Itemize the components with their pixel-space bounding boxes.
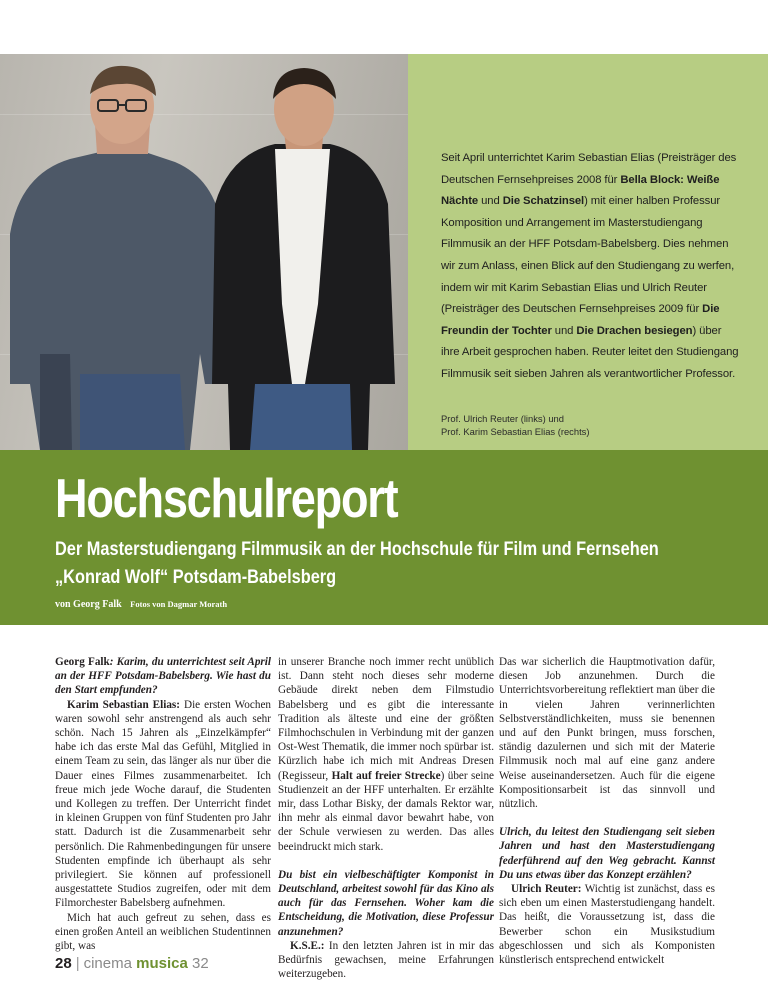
paragraph: in unserer Branche noch immer recht unüblich ist. Dann steht noch dieses sehr moderne Gebäude direkt neben dem Filmstudio Babelsberg und es gibt die interessante Tradition als älteste und eine der größten Filmhochschulen in Verbindung mit der ganzen Ost-West Thematik, die immer noch spürbar ist. Kürzlich habe ich mich mit Andreas Dresen (Regisseur, Halt auf freier Strecke) über seine Studienzeit an der HFF unterhalten. Er erzählte mir, dass Lothar Bisky, der damals Rektor war, ihn mehr als einmal davor bewahrt habe, von der Schule verwiesen zu werden. Das alles beeindruckt mich stark. [278,656,495,853]
interview-answer: Ulrich Reuter: Wichtig ist zunächst, dass es sich eben um einen Masterstudiengang handelt. Das heißt, die Voraussetzung ist, dass die Bewerber schon ein Musikstudium abgeschlossen und sich als Komponisten künstlerisch entsprechend entwickelt [499,883,715,967]
footer-separator: | [75,955,80,972]
interview-question: Du bist ein vielbeschäftigter Komponist in Deutschland, arbeitest sowohl für das Kino als auch für das Fernsehen. Woher kam die Entscheidung, die Motivation, diese Professur anzunehmen? [278,868,494,938]
page-title: Hochschulreport [55,467,398,529]
photo-figures [0,54,408,450]
intro-paragraph: Seit April unterrichtet Karim Sebastian Elias (Preisträger des Deutschen Fernsehpreises 2008 für Bella Block: Weiße Nächte und Die Schatzinsel) mit einer halben Professur Komposition und Arrangement im Masterstudiengang Filmmusik an der HFF Potsdam-Babelsberg. Dies nehmen wir zum Anlass, einen Blick auf den Studiengang zu werfen, indem wir mit Karim Sebastian Elias und Ulrich Reuter (Preisträger des Deutschen Fernsehpreises 2009 für Die Freundin der Tochter und Die Drachen besiegen) über ihre Arbeit gesprochen haben. Reuter leitet den Studiengang Filmmusik seit sieben Jahren als verantwortlicher Professor. [441,152,739,380]
photo-caption [441,413,741,438]
article-column-3 [499,655,715,967]
interview-answer: Karim Sebastian Elias: Die ersten Wochen waren sowohl sehr anstrengend als auch sehr schön. Nach 15 Jahren als „Einzelkämpfer“ habe ich das erste Mal das Gefühl, Mitglied in einem Team zu sein, das länger als nur über die Dauer eines Filmes zusammenarbeitet. Ich freue mich jede Woche darauf, die Studenten und Kollegen zu treffen. Der Unterricht findet in kleinen Gruppen von fünf Studenten pro Jahr statt. Dadurch ist die Zusammenarbeit sehr persönlich. Die Rahmenbedingungen für unsere Studenten empfinde ich überhaupt als sehr privilegiert. Sie können auf professionell ausgestattete Studios zugreifen, oder mit dem Filmorchester Babelsberg aufnehmen. [55,698,271,910]
article-column-2 [278,655,494,981]
page-footer [55,955,209,972]
intro-title-drachen: Die Drachen besiegen [576,324,693,337]
paragraph: Mich hat auch gefreut zu sehen, dass es einen großen Anteil an weiblichen Studentinnen gibt, was [55,911,271,953]
page-number: 28 [55,955,72,972]
person-left [10,66,232,450]
article-column-1 [55,655,271,953]
article-photo [0,54,408,450]
page-subtitle: Der Masterstudiengang Filmmusik an der Hochschule für Film und Fernsehen „Konrad Wolf“ Potsdam-Babelsberg [55,539,659,588]
film-title: Halt auf freier Strecke [331,769,441,782]
interview-question: Ulrich, du leitest den Studiengang seit sieben Jahren und hast den Masterstudiengang federführend auf den Weg gebracht. Kannst Du uns etwas über das Konzept erzählen? [499,826,715,881]
byline [55,599,227,610]
paragraph: Das war sicherlich die Hauptmotivation dafür, diesen Job anzunehmen. Durch die Unterrichtsvorbereitung reflektiert man über die in vielen Jahren verinnerlichten Selbstverständlichkeiten, muss sie benennen und auf den Punkt bringen, muss forschen, ständig dazulernen und sich mit der Materie Filmmusik noch mal auf eine ganz andere Weise auseinandersetzen. Auch für die eigene Kompositionsarbeit ist das sinnvoll und nützlich. [499,656,715,811]
intro-title-schatzinsel: Die Schatzinsel [502,195,585,208]
interview-answer: K.S.E.: In den letzten Jahren ist in mir das Bedürfnis gewachsen, meine Erfahrungen weiterzugeben. [278,939,494,981]
intro-title-bella-block: Bella Block: Weiße Nächte [441,173,720,208]
byline-author: von Georg Falk [55,599,122,610]
byline-photo-credit: Fotos von Dagmar Morath [130,599,228,609]
interview-question: Georg Falk: Karim, du unterrichtest seit April an der HFF Potsdam-Babelsberg. Wie hast du den Start empfunden? [55,656,271,697]
person-right [212,68,395,450]
caption-line: Prof. Ulrich Reuter (links) und [441,413,564,424]
caption-line: Prof. Karim Sebastian Elias (rechts) [441,425,590,437]
intro-title-freundin: Die Freundin der Tochter [441,303,720,337]
magazine-name-part1: cinema [83,955,132,972]
issue-number: 32 [192,955,209,972]
magazine-name-part2: musica [136,955,188,972]
